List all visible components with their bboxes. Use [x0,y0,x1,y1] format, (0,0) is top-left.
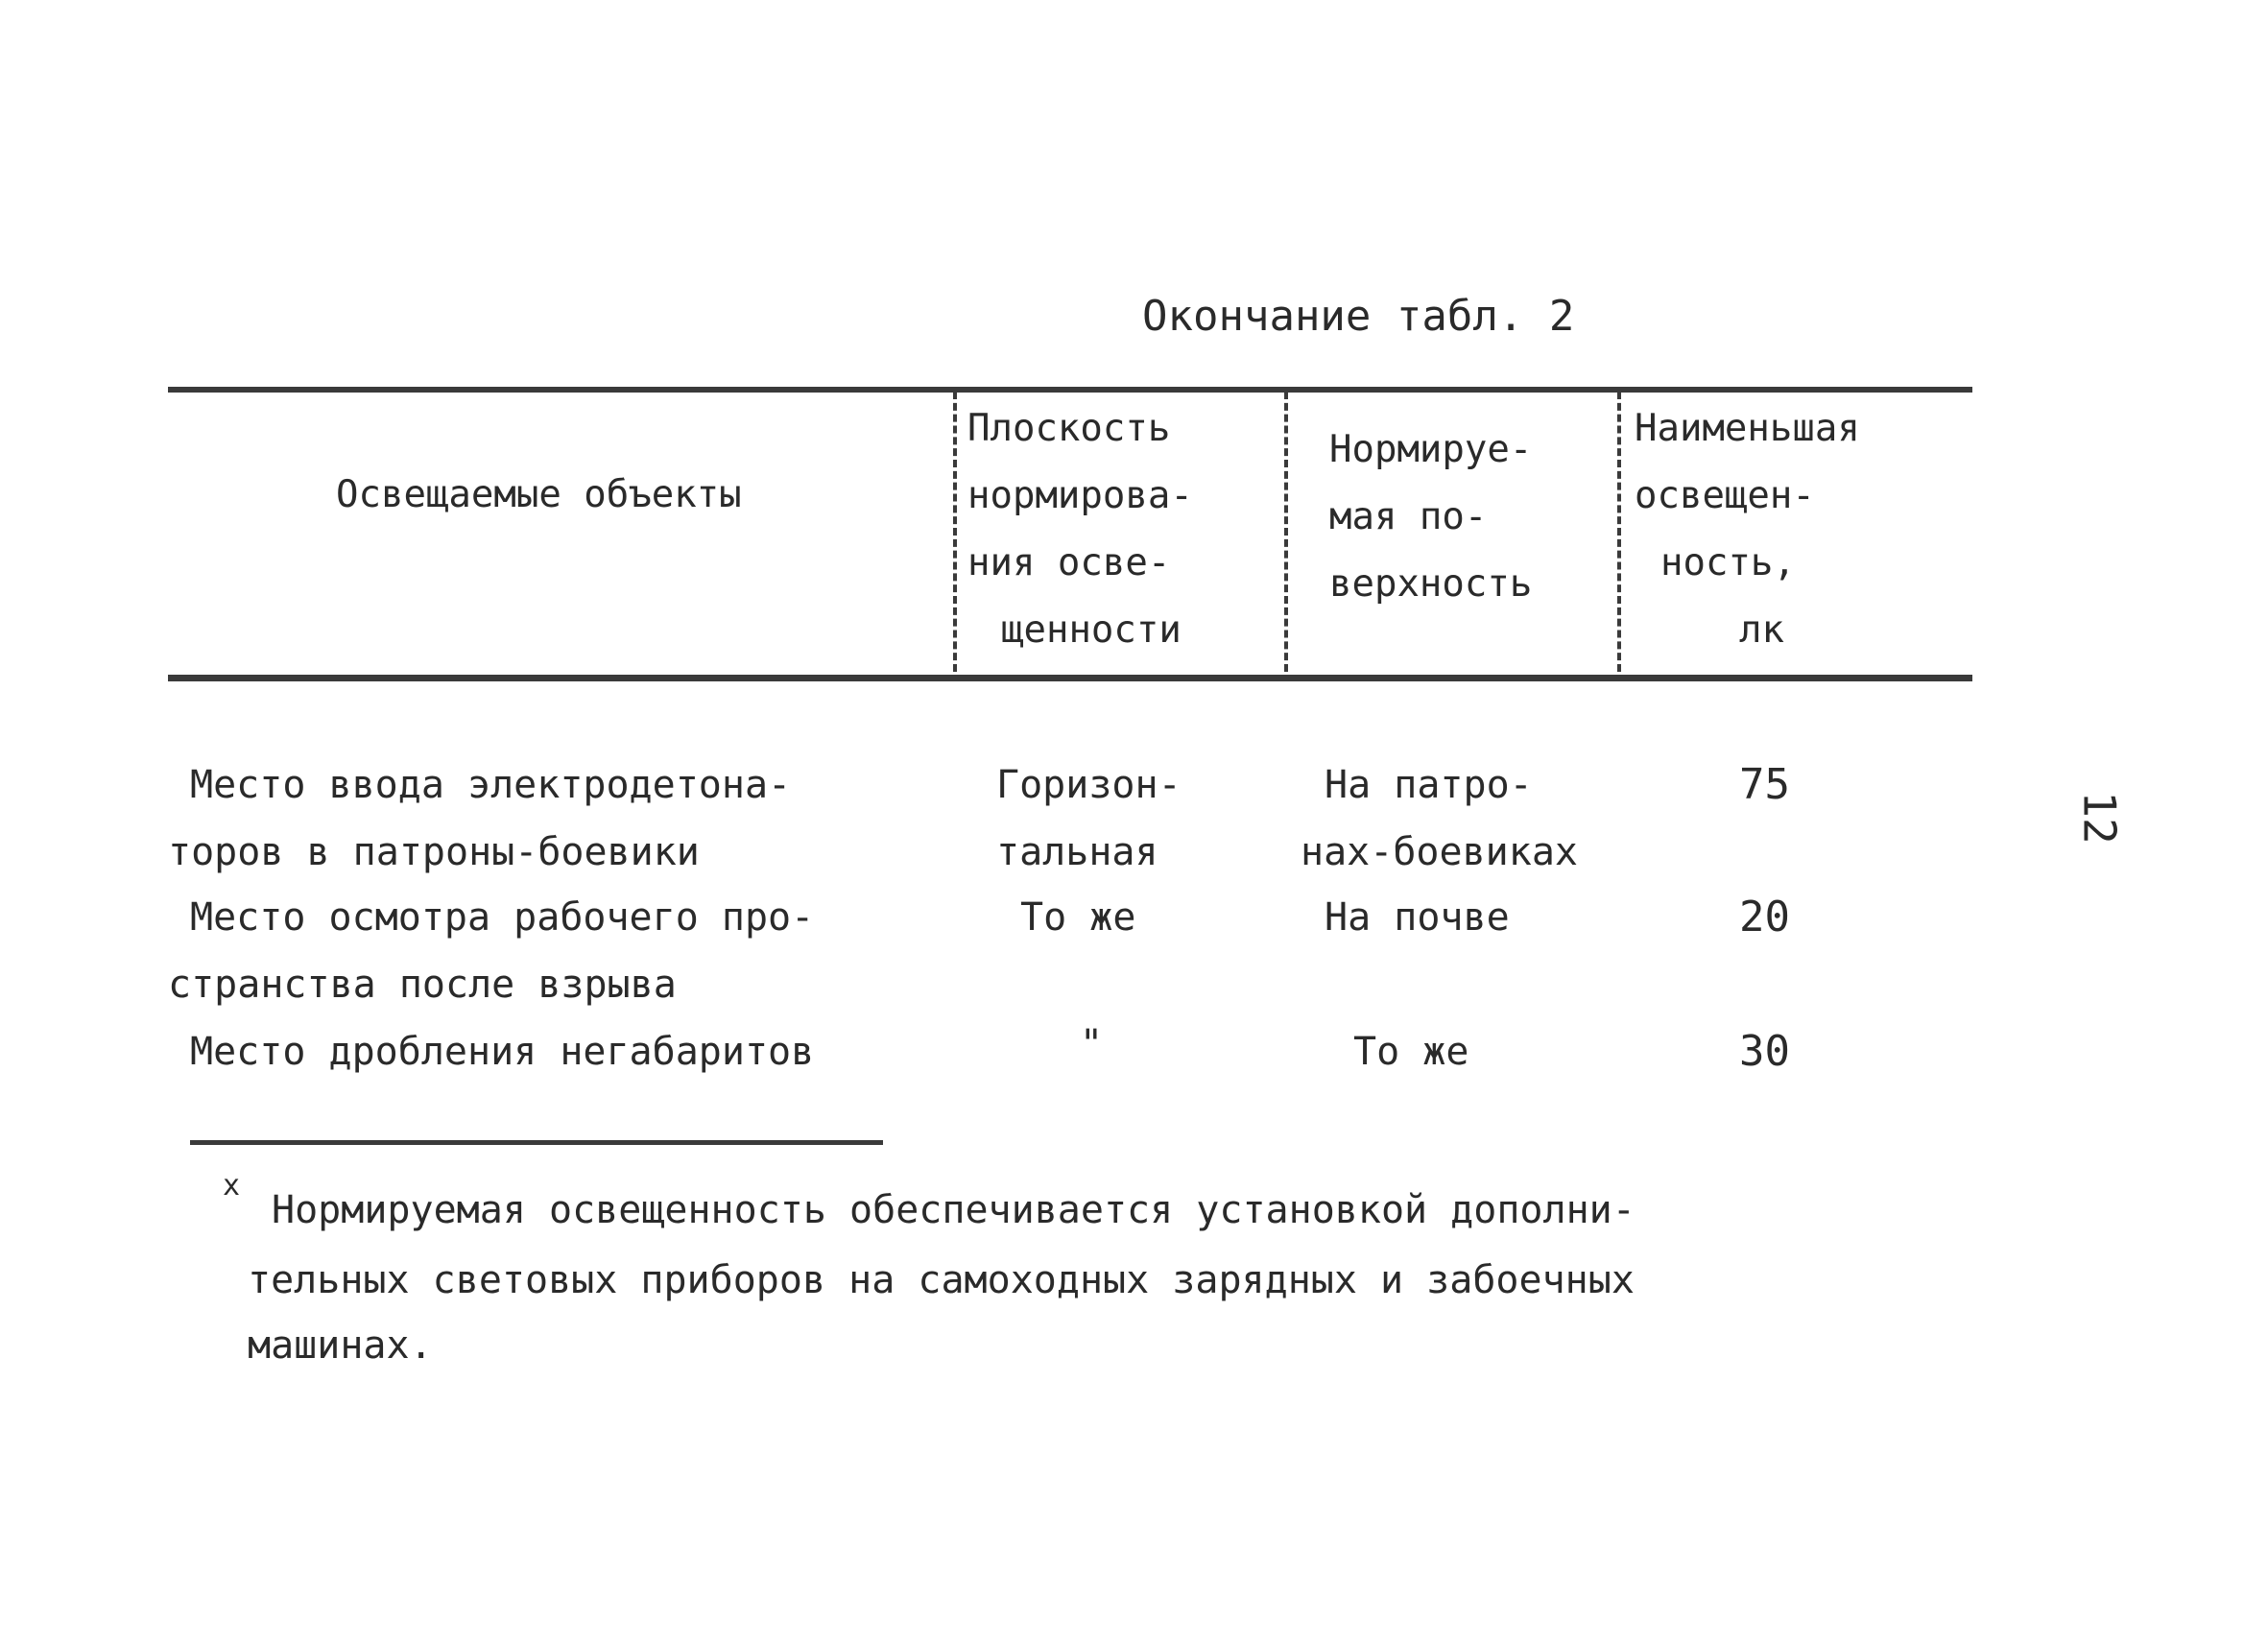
table-header-rule [168,675,1972,681]
footnote-line-2: тельных световых приборов на самоходных зарядных и забоечных [248,1258,1635,1302]
footnote-mark: х [223,1169,241,1203]
row2-surface-line-1: На почве [1325,895,1510,940]
header-illuminance-line-1: Наименьшая [1635,407,1860,450]
row1-value: 75 [1739,760,1790,809]
header-surface-line-1: Нормируе- [1329,428,1533,471]
row1-plane-line-1: Горизон- [996,763,1182,807]
header-illuminance-line-4: лк [1739,608,1784,652]
row3-object-line-1: Место дробления негабаритов [190,1030,815,1074]
table-caption: Окончание табл. 2 [1142,292,1575,341]
header-illuminance-line-2: освещен- [1635,474,1815,517]
footnote-rule [190,1140,883,1145]
row3-plane-line-1: " [1080,1022,1104,1066]
header-objects: Освещаемые объекты [336,473,742,516]
header-plane-line-4: щенности [1001,608,1182,652]
row2-object-line-2: странства после взрыва [168,963,677,1007]
table-top-rule [168,387,1972,393]
row1-object-line-2: торов в патроны-боевики [168,830,700,874]
row1-surface-line-1: На патро- [1325,763,1533,807]
row2-object-line-1: Место осмотра рабочего про- [190,895,815,940]
header-surface-line-2: мая по- [1329,495,1488,538]
page-number: 12 [2073,791,2126,845]
header-plane-line-2: нормирова- [967,474,1193,517]
header-illuminance-line-3: ность, [1660,541,1796,584]
row1-object-line-1: Место ввода электродетона- [190,763,792,807]
header-plane-line-1: Плоскость [967,407,1171,450]
row2-value: 20 [1739,893,1790,941]
row2-plane-line-1: То же [1020,895,1136,940]
header-surface-line-3: верхность [1329,562,1533,606]
header-plane-line-3: ния осве- [967,541,1171,584]
header-divider-3 [1617,392,1621,672]
footnote-line-1: Нормируемая освещенность обеспечивается установкой дополни- [272,1188,1635,1232]
row1-plane-line-2: тальная [996,830,1158,874]
footnote-line-3: машинах. [248,1323,433,1368]
row1-surface-line-2: нах-боевиках [1301,830,1578,874]
header-divider-2 [1284,392,1288,672]
header-divider-1 [953,392,957,672]
row3-surface-line-1: То же [1353,1030,1469,1074]
row3-value: 30 [1739,1027,1790,1076]
